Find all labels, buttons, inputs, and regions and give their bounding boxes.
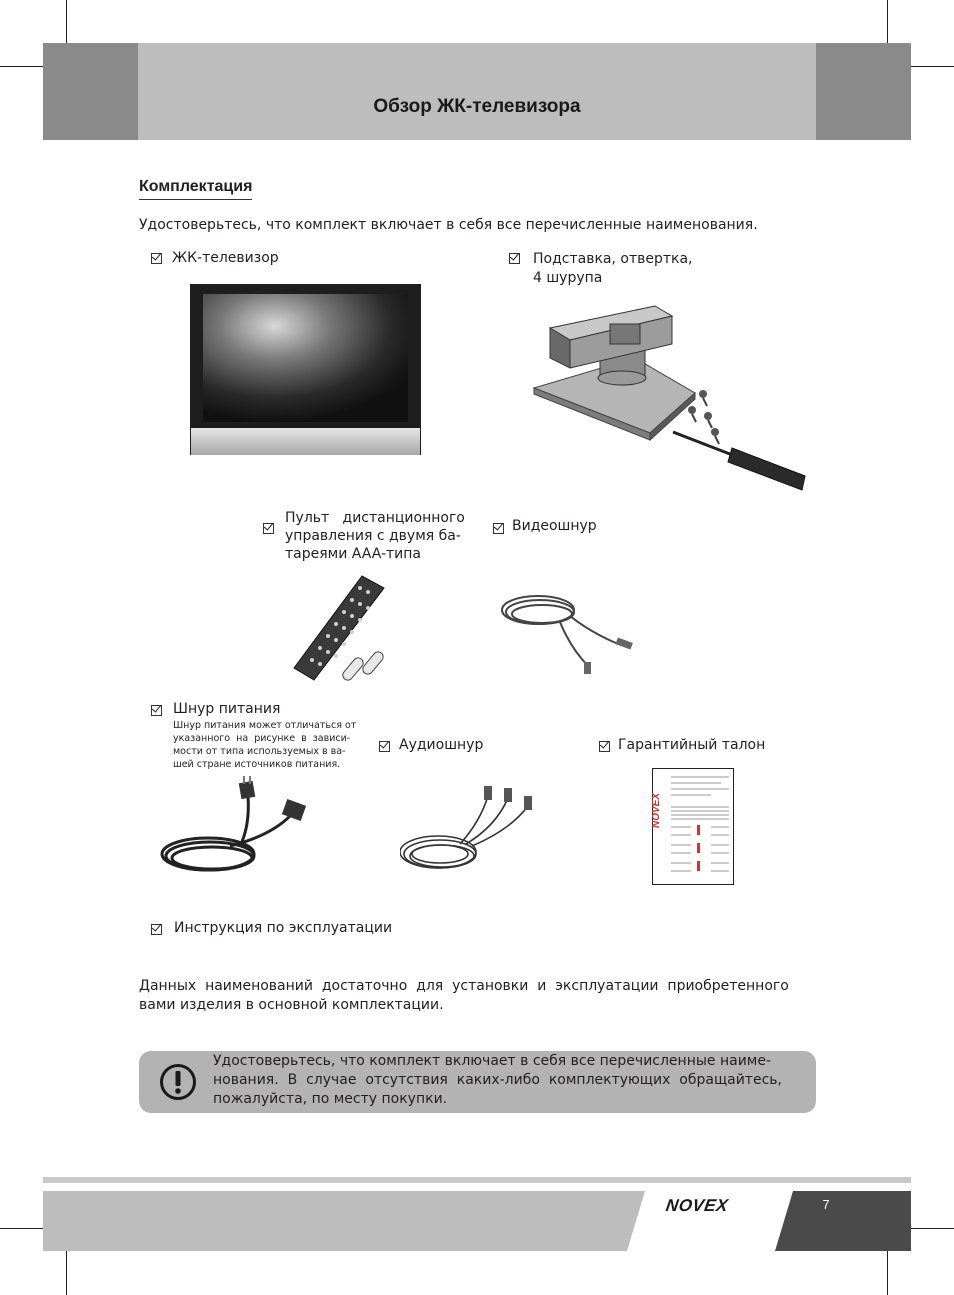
item-tv-label: ЖК-телевизор <box>172 250 279 266</box>
checkbox-icon <box>263 523 274 534</box>
power-cord-note-2: указанного на рисунке в зависи- <box>173 733 351 744</box>
item-audio-cable-label: Аудиошнур <box>399 737 484 753</box>
item-stand-label-2: 4 шурупа <box>533 270 603 286</box>
footer-band <box>43 1191 911 1251</box>
item-remote-label-1: Пульт дистанционного <box>285 510 465 526</box>
checkbox-icon <box>151 253 162 264</box>
brand-logo: NOVEX <box>664 1196 730 1215</box>
header-band <box>138 43 816 140</box>
section-title: Комплектация <box>139 178 252 200</box>
item-remote-label-2: управления с двумя ба- <box>285 528 461 544</box>
item-power-cord-label: Шнур питания <box>173 701 281 717</box>
page-number: 7 <box>822 1197 830 1212</box>
checkbox-icon <box>493 523 504 534</box>
checkbox-icon <box>151 924 162 935</box>
notice-line-3: пожалуйста, по месту покупки. <box>213 1091 448 1107</box>
checkbox-icon <box>599 741 610 752</box>
item-remote-label-3: тареями AAA-типа <box>285 546 422 562</box>
item-stand-label-1: Подставка, отвертка, <box>533 251 693 267</box>
checkbox-icon <box>509 253 520 264</box>
remote-control-image <box>288 572 408 684</box>
intro-text: Удостоверьтесь, что комплект включает в себя все перечисленные наименования. <box>139 217 758 233</box>
page-title: Обзор ЖК-телевизора <box>373 96 581 117</box>
summary-line-2: вами изделия в основной комплектации. <box>139 997 444 1013</box>
lcd-tv-image <box>190 284 422 456</box>
item-video-cable-label: Видеошнур <box>512 518 597 534</box>
video-cable-image <box>500 592 642 674</box>
power-cord-note-1: Шнур питания может отличаться от <box>173 720 357 731</box>
checkbox-icon <box>151 705 162 716</box>
power-cord-note-3: мости от типа используемых в ва- <box>173 746 346 757</box>
summary-line-1: Данных наименований достаточно для установки и эксплуатации приобретенного <box>139 978 789 994</box>
warranty-card-image <box>652 768 734 885</box>
power-cord-note-4: шей стране источников питания. <box>173 759 341 770</box>
power-cord-image <box>160 776 310 886</box>
warranty-card-brand: NOVEX <box>651 792 663 829</box>
notice-line-1: Удостоверьтесь, что комплект включает в себя все перечисленные наиме- <box>213 1053 772 1069</box>
checkbox-icon <box>379 741 390 752</box>
header-right-block <box>816 43 911 140</box>
stand-screwdriver-image <box>530 298 815 496</box>
exclamation-icon <box>159 1063 197 1101</box>
header-left-block <box>43 43 138 140</box>
warranty-card-lines <box>671 773 731 881</box>
item-warranty-label: Гарантийный талон <box>618 737 766 753</box>
audio-cable-image <box>400 782 552 878</box>
footer-rule <box>43 1177 911 1183</box>
item-manual-label: Инструкция по эксплуатации <box>174 920 393 936</box>
notice-line-2: нования. В случае отсутствия каких-либо комплектующих обращайтесь, <box>213 1072 782 1088</box>
